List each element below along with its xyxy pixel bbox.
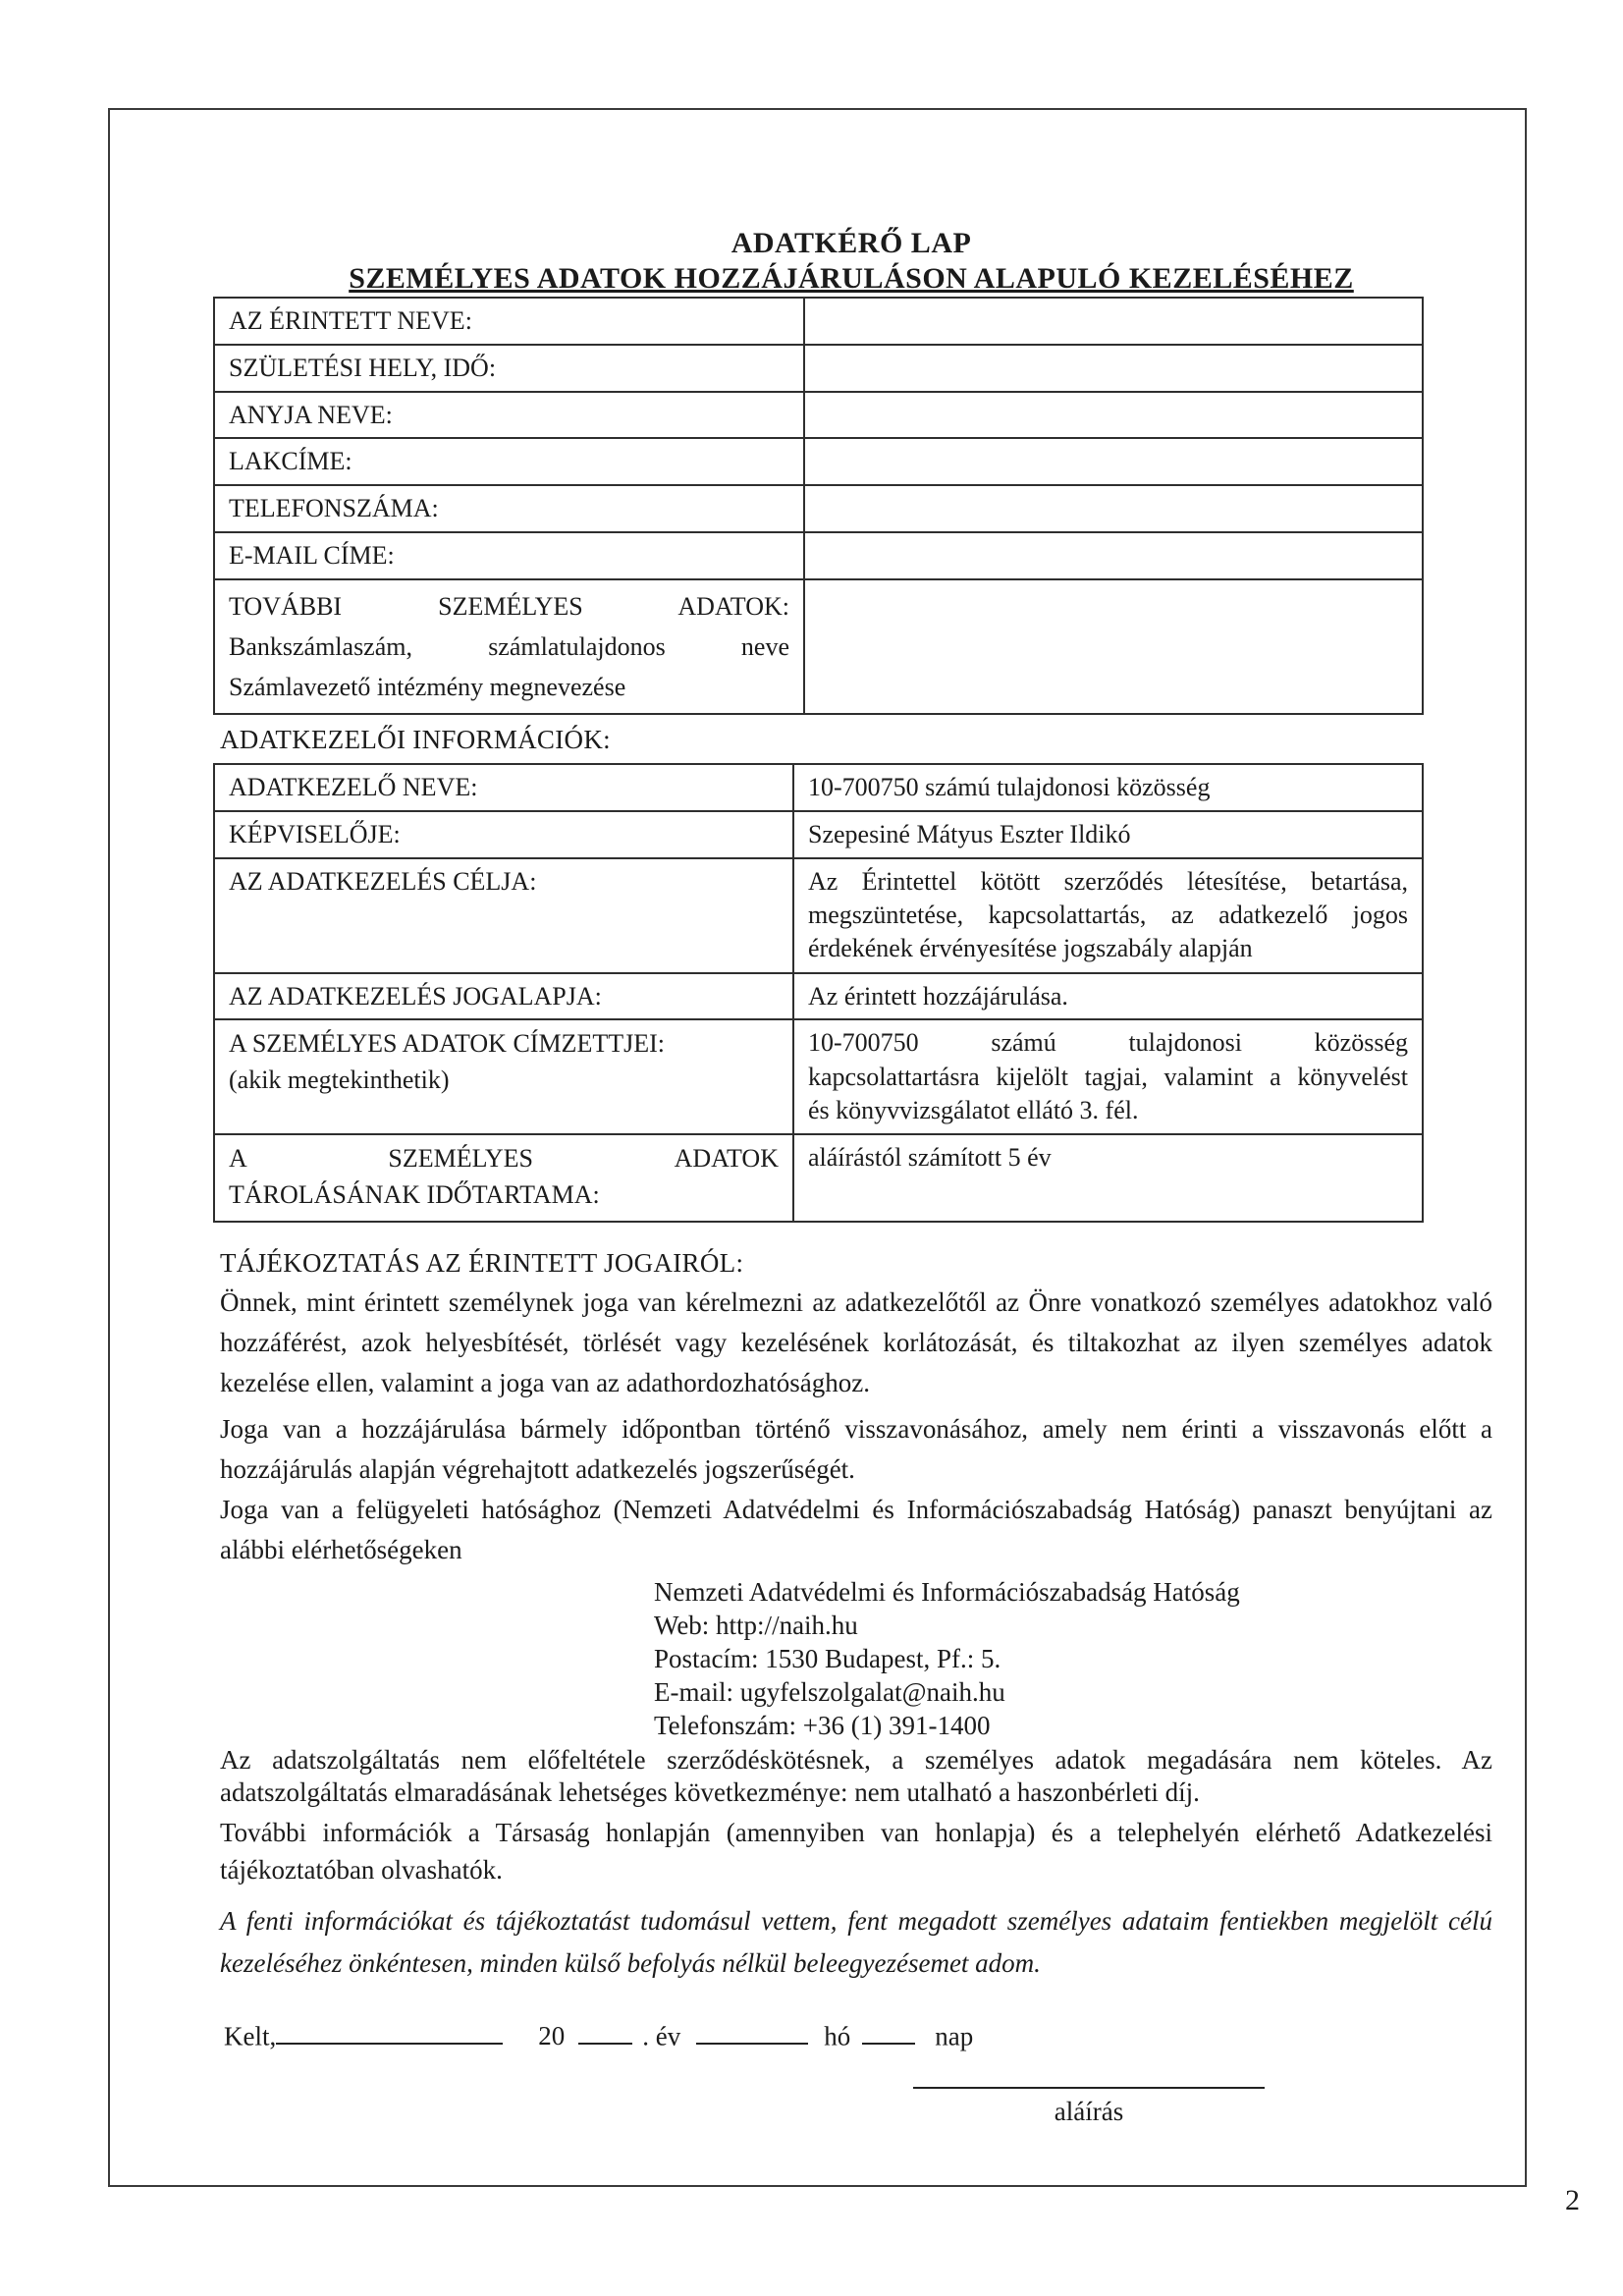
table-row bbox=[214, 485, 1423, 532]
row-label: ADATKEZELŐ NEVE: bbox=[214, 764, 793, 811]
table-row bbox=[214, 811, 1423, 858]
row-label-line: TOVÁBBI SZEMÉLYES ADATOK: bbox=[229, 591, 789, 621]
row-value-blank bbox=[804, 392, 1423, 439]
table-row bbox=[214, 532, 1423, 579]
row-value-line: kapcsolattartásra kijelölt tagjai, valamint a könyvelést bbox=[808, 1062, 1408, 1091]
row-label: AZ ADATKEZELÉS CÉLJA: bbox=[214, 858, 793, 973]
row-value-line: megszüntetése, kapcsolattartás, az adatkezelő jogos bbox=[808, 900, 1408, 929]
table-row bbox=[214, 392, 1423, 439]
row-value-blank bbox=[804, 298, 1423, 345]
row-label-line: (akik megtekinthetik) bbox=[229, 1065, 450, 1094]
authority-email: E-mail: ugyfelszolgalat@naih.hu bbox=[654, 1676, 1005, 1707]
controller-info-table bbox=[213, 763, 1424, 1223]
row-value bbox=[793, 858, 1423, 973]
row-label: AZ ADATKEZELÉS JOGALAPJA: bbox=[214, 973, 793, 1020]
data-subject-table bbox=[213, 297, 1424, 715]
row-label-line: Bankszámlaszám, számlatulajdonos neve bbox=[229, 631, 789, 661]
row-label-line: TÁROLÁSÁNAK IDŐTARTAMA: bbox=[229, 1179, 600, 1209]
place-blank-line bbox=[276, 2015, 503, 2045]
row-value: aláírástól számított 5 év bbox=[793, 1134, 1423, 1222]
table-row bbox=[214, 764, 1423, 811]
document-content bbox=[213, 226, 1492, 2127]
row-label: LAKCÍME: bbox=[214, 438, 804, 485]
table-row bbox=[214, 579, 1423, 714]
rights-paragraph: Joga van a hozzájárulása bármely időpontban történő visszavonásához, amely nem érinti a visszavonás előtt a hozzájárulás alapján végrehajtott adatkezelés jogszerűségét. bbox=[220, 1414, 1492, 1485]
day-suffix: nap bbox=[935, 2020, 974, 2050]
signature-blank-line bbox=[913, 2085, 1265, 2089]
kelt-label: Kelt, bbox=[224, 2020, 277, 2050]
row-label: AZ ÉRINTETT NEVE: bbox=[214, 298, 804, 345]
document-title: ADATKÉRŐ LAP bbox=[730, 227, 972, 259]
row-label bbox=[214, 579, 804, 714]
consent-statement: A fenti információkat és tájékoztatást tudomásul vettem, fent megadott személyes adataim fentiekben megjelölt célú kezeléséhez önkéntesen, minden külső befolyás nélkül beleegyezésemet adom. bbox=[220, 1906, 1492, 1979]
table-row bbox=[214, 973, 1423, 1020]
month-suffix: hó bbox=[824, 2020, 851, 2050]
row-value-line: érdekének érvényesítése jogszabály alapján bbox=[808, 934, 1253, 963]
row-value-line: és könyvvizsgálatot ellátó 3. fél. bbox=[808, 1095, 1139, 1124]
row-value: 10-700750 számú tulajdonosi közösség bbox=[793, 764, 1423, 811]
row-label-line: A SZEMÉLYES ADATOK bbox=[229, 1144, 779, 1174]
rights-heading: TÁJÉKOZTATÁS AZ ÉRINTETT JOGAIRÓL: bbox=[220, 1248, 744, 1279]
month-blank-line bbox=[696, 2015, 808, 2045]
date-line bbox=[224, 2015, 1489, 2051]
year-blank-line bbox=[578, 2015, 632, 2045]
row-value bbox=[793, 1019, 1423, 1134]
authority-web: Web: http://naih.hu bbox=[654, 1610, 858, 1640]
table-row bbox=[214, 1019, 1423, 1134]
row-value-line: Az Érintettel kötött szerződés létesítése, betartása, bbox=[808, 866, 1408, 896]
signature-label: aláírás bbox=[1054, 2096, 1124, 2126]
row-value-blank bbox=[804, 345, 1423, 392]
table-row bbox=[214, 858, 1423, 973]
page-border bbox=[108, 108, 1580, 2216]
rights-paragraph: Joga van a felügyeleti hatósághoz (Nemzeti Adatvédelmi és Információszabadság Hatóság) panaszt benyújtani az alábbi elérhetőségeken bbox=[220, 1495, 1492, 1565]
row-label: SZÜLETÉSI HELY, IDŐ: bbox=[214, 345, 804, 392]
rights-paragraph: Az adatszolgáltatás nem előfeltétele szerződéskötésnek, a személyes adatok megadására nem köteles. Az adatszolgáltatás elmaradásának lehetséges következménye: nem utalható a haszonbérleti díj. bbox=[220, 1744, 1492, 1808]
table-row bbox=[214, 438, 1423, 485]
row-label bbox=[214, 1134, 793, 1222]
row-value: Az érintett hozzájárulása. bbox=[793, 973, 1423, 1020]
table-row bbox=[214, 1134, 1423, 1222]
row-value-blank bbox=[804, 532, 1423, 579]
row-value-line: 10-700750 számú tulajdonosi közösség bbox=[808, 1028, 1408, 1058]
table-row bbox=[214, 298, 1423, 345]
row-value-blank bbox=[804, 579, 1423, 714]
authority-contact-block bbox=[654, 1575, 1489, 1742]
row-label-line: A SZEMÉLYES ADATOK CÍMZETTJEI: bbox=[229, 1029, 665, 1059]
rights-paragraph: További információk a Társaság honlapján (amennyiben van honlapja) és a telephelyén elérhető Adatkezelési tájékoztatóban olvashatók. bbox=[220, 1817, 1492, 1885]
day-blank-line bbox=[862, 2015, 915, 2045]
authority-phone: Telefonszám: +36 (1) 391-1400 bbox=[654, 1710, 991, 1740]
signature-block bbox=[913, 2085, 1265, 2127]
year-prefix: 20 bbox=[538, 2020, 566, 2050]
row-value: Szepesiné Mátyus Eszter Ildikó bbox=[793, 811, 1423, 858]
row-label bbox=[214, 1019, 793, 1134]
authority-postal: Postacím: 1530 Budapest, Pf.: 5. bbox=[654, 1643, 1001, 1673]
row-label: TELEFONSZÁMA: bbox=[214, 485, 804, 532]
row-label: ANYJA NEVE: bbox=[214, 392, 804, 439]
row-label: KÉPVISELŐJE: bbox=[214, 811, 793, 858]
row-label-line: Számlavezető intézmény megnevezése bbox=[229, 672, 626, 701]
page-number: 2 bbox=[1565, 2184, 1580, 2216]
authority-name: Nemzeti Adatvédelmi és Információszabadság Hatóság bbox=[654, 1576, 1240, 1607]
year-suffix: . év bbox=[642, 2020, 681, 2050]
controller-info-heading: ADATKEZELŐI INFORMÁCIÓK: bbox=[220, 725, 611, 755]
rights-paragraph: Önnek, mint érintett személynek joga van kérelmezni az adatkezelőtől az Önre vonatkozó személyes adatokhoz való hozzáférést, azok helyesbítését, törlését vagy kezelésének korlátozását, és tiltakozhat az ilyen személyes adatok kezelése ellen, valamint a joga van az adathordozhatósághoz. bbox=[220, 1287, 1492, 1398]
row-label: E-MAIL CÍME: bbox=[214, 532, 804, 579]
document-subtitle: SZEMÉLYES ADATOK HOZZÁJÁRULÁSON ALAPULÓ KEZELÉSÉHEZ bbox=[349, 262, 1354, 295]
row-value-blank bbox=[804, 438, 1423, 485]
row-value-blank bbox=[804, 485, 1423, 532]
table-row bbox=[214, 345, 1423, 392]
